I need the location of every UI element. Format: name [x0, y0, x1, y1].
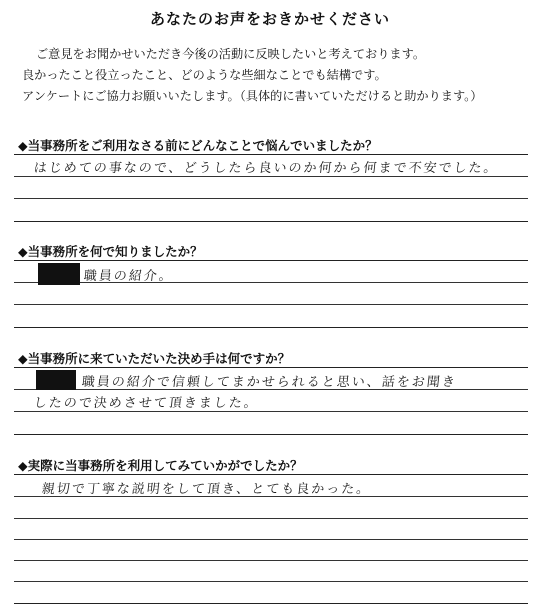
answer-rule	[14, 176, 528, 177]
question-label-3: ◆当事務所に来ていただいた決め手は何ですか？	[18, 351, 291, 366]
handwritten-answer: 職員の紹介。	[83, 269, 175, 284]
answer-rule	[14, 518, 528, 519]
handwritten-answer: 親切で丁寧な説明をして頂き、とても良かった。	[41, 482, 373, 497]
redaction-block	[36, 370, 76, 390]
handwritten-answer: はじめての事なので、どうしたら良いのか何から何まで不安でした。	[33, 161, 500, 176]
answer-box-1[interactable]	[14, 154, 528, 222]
question-label-1: ◆当事務所をご利用なさる前にどんなことで悩んでいましたか？	[18, 138, 378, 153]
answer-rule	[14, 581, 528, 582]
intro-line-2: 良かったこと役立ったこと、どのような些細なことでも結構です。	[22, 68, 387, 82]
page-title: あなたのお声をおきかせください	[149, 10, 390, 28]
answer-rule	[14, 411, 528, 412]
intro-line-1: ご意見をお聞かせいただき今後の活動に反映したいと考えております。	[36, 47, 426, 61]
answer-rule	[14, 304, 528, 305]
intro-line-3: アンケートにご協力お願いいたします。（具体的に書いていただけると助かります。）	[22, 89, 483, 103]
answer-box-4[interactable]	[14, 474, 528, 604]
answer-rule	[14, 560, 528, 561]
answer-rule	[14, 198, 528, 199]
answer-box-3[interactable]	[14, 367, 528, 435]
answer-box-2[interactable]	[14, 260, 528, 328]
redaction-block	[38, 263, 80, 285]
intro-text	[22, 44, 532, 107]
answer-rule	[14, 539, 528, 540]
handwritten-answer: 職員の紹介で信頼してまかせられると思い、話をお聞き	[81, 375, 458, 390]
question-label-2: ◆当事務所を何で知りましたか？	[18, 244, 203, 259]
question-label-4: ◆実際に当事務所を利用してみていかがでしたか？	[18, 458, 303, 473]
handwritten-answer: したので決めさせて頂きました。	[33, 396, 260, 411]
